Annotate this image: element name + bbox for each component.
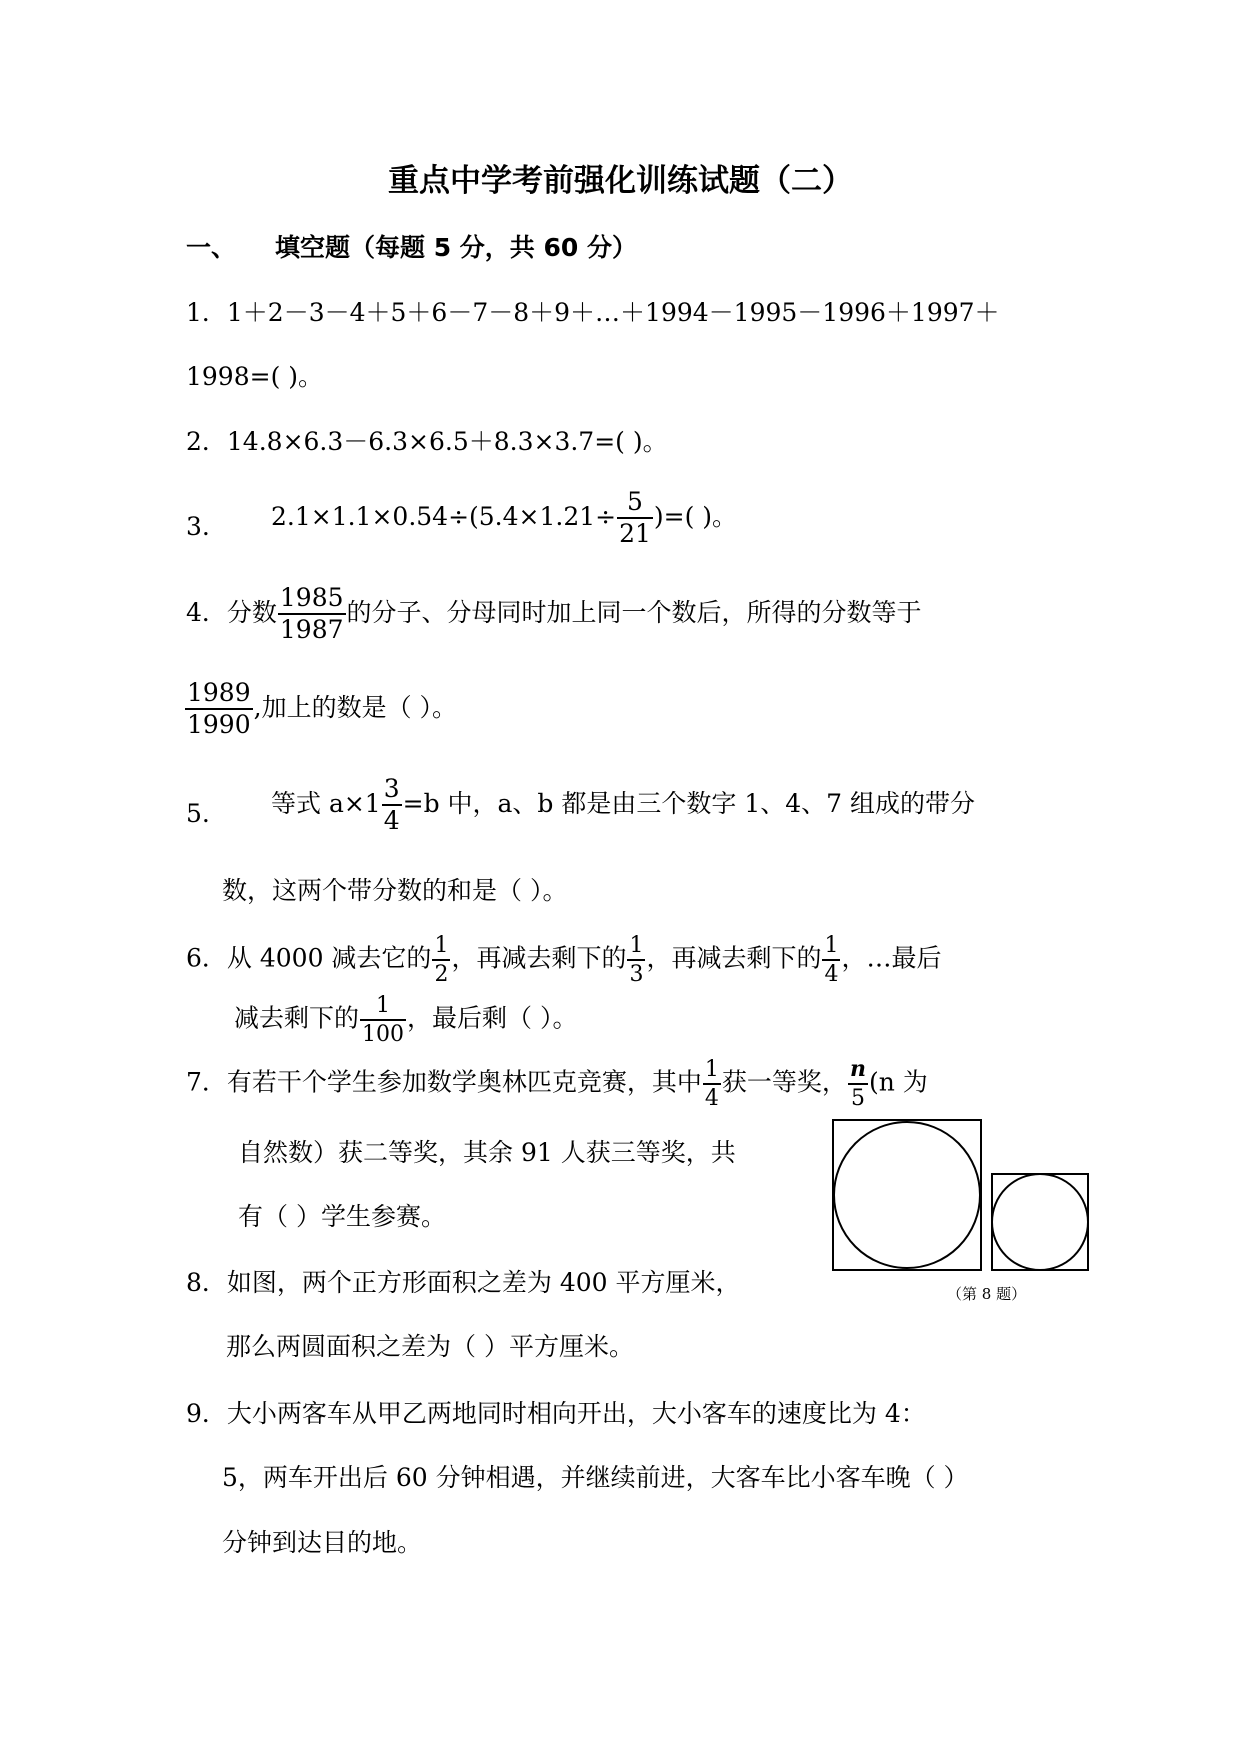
question-3-before: 2.1×1.1×0.54÷(5.4×1.21÷ — [271, 501, 617, 531]
question-7-line-2: 自然数）获二等奖，其余 91 人获三等奖，共 — [238, 1138, 736, 1167]
small-circle — [992, 1174, 1088, 1270]
question-1-line-1: 1．1＋2－3－4＋5＋6－7－8＋9＋…＋1994－1995－1996＋1997＋ — [186, 298, 1000, 327]
fraction: $\frac{1}{4}$ — [704, 1057, 719, 1112]
question-8-line-1: 8．如图，两个正方形面积之差为 400 平方厘米， — [186, 1268, 741, 1297]
question-7-line-3: 有（ ）学生参赛。 — [238, 1202, 446, 1231]
fraction: $\frac{3}{4}$ — [383, 774, 400, 836]
question-9-line-3: 分钟到达目的地。 — [222, 1528, 423, 1557]
fraction: $\frac{1}{4}$ — [824, 933, 839, 988]
figure-caption: （第 8 题） — [947, 1285, 1027, 1303]
question-5-number: 5. — [186, 799, 210, 828]
question-2: 2．14.8×6.3－6.3×6.5＋8.3×3.7=( )。 — [186, 427, 668, 456]
fraction: $\frac{1}{100}$ — [362, 993, 405, 1048]
question-3-number: 3. — [186, 512, 210, 541]
question-5-line-2: 数，这两个带分数的和是（ ）。 — [222, 876, 568, 905]
question-8-figure — [830, 1112, 1100, 1282]
question-1-line-2: 1998=( )。 — [186, 362, 324, 391]
question-6-line-1: 6．从 4000 减去它的 $\frac{1}{2}$ ，再减去剩下的 $\frac{1}{3}$ ，再减去剩下的 $\frac{1}{4}$ ，…最后 — [186, 933, 942, 988]
fraction: $\frac{n}{5}$ — [849, 1056, 866, 1112]
question-8-line-2: 那么两圆面积之差为（ ）平方厘米。 — [226, 1332, 634, 1361]
question-9-line-1: 9．大小两客车从甲乙两地同时相向开出，大小客车的速度比为 4： — [186, 1399, 926, 1428]
fraction: $\frac{1985}{1987}$ — [279, 583, 344, 645]
question-3-expression — [271, 489, 737, 548]
large-circle — [834, 1122, 980, 1268]
page-title: 重点中学考前强化训练试题（二） — [388, 163, 853, 199]
question-4-line-2: $\frac{1989}{1990}$ ,加上的数是（ ）。 — [187, 678, 458, 740]
section-title: 填空题（每题 5 分，共 60 分） — [275, 233, 638, 262]
fraction: $\frac{1}{2}$ — [434, 933, 449, 988]
section-number: 一、 — [186, 233, 237, 262]
question-6-line-2: 减去剩下的 $\frac{1}{100}$ ，最后剩（ ）。 — [234, 993, 578, 1048]
question-9-line-2: 5，两车开出后 60 分钟相遇，并继续前进，大客车比小客车晚（ ） — [222, 1463, 969, 1492]
question-4-line-1: 4．分数 $\frac{1985}{1987}$ 的分子、分母同时加上同一个数后，所得的分数等于 — [186, 583, 922, 645]
fraction: $\frac{1989}{1990}$ — [187, 678, 251, 740]
question-7-line-1: 7．有若干个学生参加数学奥林匹克竞赛，其中 $\frac{1}{4}$ 获一等奖， $\frac{n}{5}$ (n 为 — [186, 1056, 928, 1112]
fraction: $\frac{5}{21}$ — [619, 487, 651, 549]
question-5-line-1: 等式 a×1 $\frac{3}{4}$ =b 中，a、b 都是由三个数字 1、4、7 组成的带分 — [271, 774, 975, 836]
question-3-after: )=( )。 — [653, 501, 738, 531]
fraction: $\frac{1}{3}$ — [629, 933, 644, 988]
